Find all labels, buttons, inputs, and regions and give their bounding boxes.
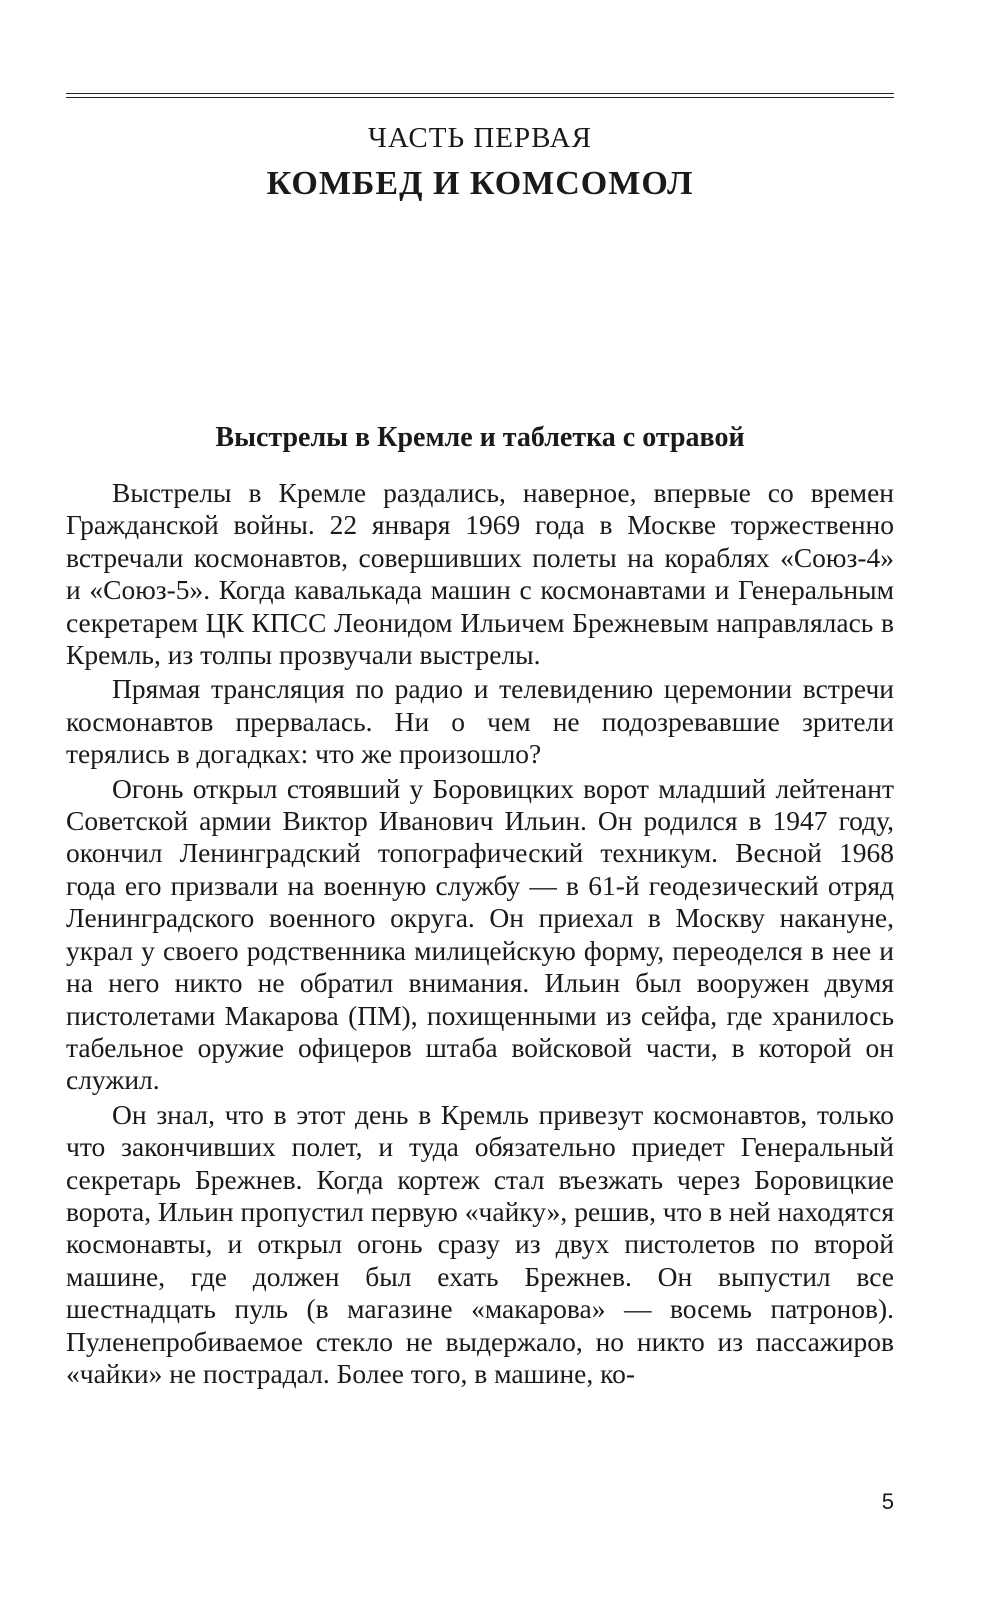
section-title: Выстрелы в Кремле и таблетка с отравой — [215, 422, 745, 453]
body-text — [66, 477, 894, 1392]
page-number: 5 — [881, 1489, 894, 1514]
paragraph-2: Прямая трансляция по радио и телевидению церемонии встречи космонавтов прервалась. Ни о чем не подозревавшие зрители терялись в догадках: что же произошло? — [66, 673, 894, 770]
header-rule-top — [66, 93, 894, 94]
paragraph-3: Огонь открыл стоявший у Боровицких ворот младший лейтенант Советской армии Виктор Иванович Ильин. Он родился в 1947 году, окончил Ленинградский топографический техникум. Весной 1968 года его призвали на военную службу — в 61-й геодезический отряд Ленинградского военного округа. Он приехал в Москву накануне, украл у своего родственника милицейскую форму, переоделся в нее и на него никто не обратил внимания. Ильин был вооружен двумя пистолетами Макарова (ПМ), похищенными из сейфа, где хранилось табельное оружие офицеров штаба войсковой части, в которой он служил. — [66, 772, 894, 1096]
paragraph-4: Он знал, что в этот день в Кремль привезут космонавтов, только что закончивших полет, и туда обязательно приедет Генеральный секретарь Брежнев. Когда кортеж стал въезжать через Боровицкие ворота, Ильин пропустил первую «чайку», решив, что в ней находятся космонавты, и открыл огонь сразу из двух пистолетов по второй машине, где должен был ехать Брежнев. Он выпустил все шестнадцать пуль (в магазине «макарова» — восемь патронов). Пуленепробиваемое стекло не выдержало, но никто из пассажиров «чайки» не пострадал. Более того, в машине, ко- — [66, 1098, 894, 1389]
part-title: КОМБЕД И КОМСОМОЛ — [266, 165, 694, 202]
header-rule-bottom — [66, 97, 894, 98]
part-label: ЧАСТЬ ПЕРВАЯ — [368, 122, 592, 154]
paragraph-1: Выстрелы в Кремле раздались, наверное, впервые со времен Гражданской войны. 22 января 1969 года в Москве торжественно встречали космонавтов, совершивших полеты на кораблях «Союз-4» и «Союз-5». Когда кавалькада машин с космонавтами и Генеральным секретарем ЦК КПСС Леонидом Ильичем Брежневым направлялась в Кремль, из толпы прозвучали выстрелы. — [66, 477, 894, 671]
